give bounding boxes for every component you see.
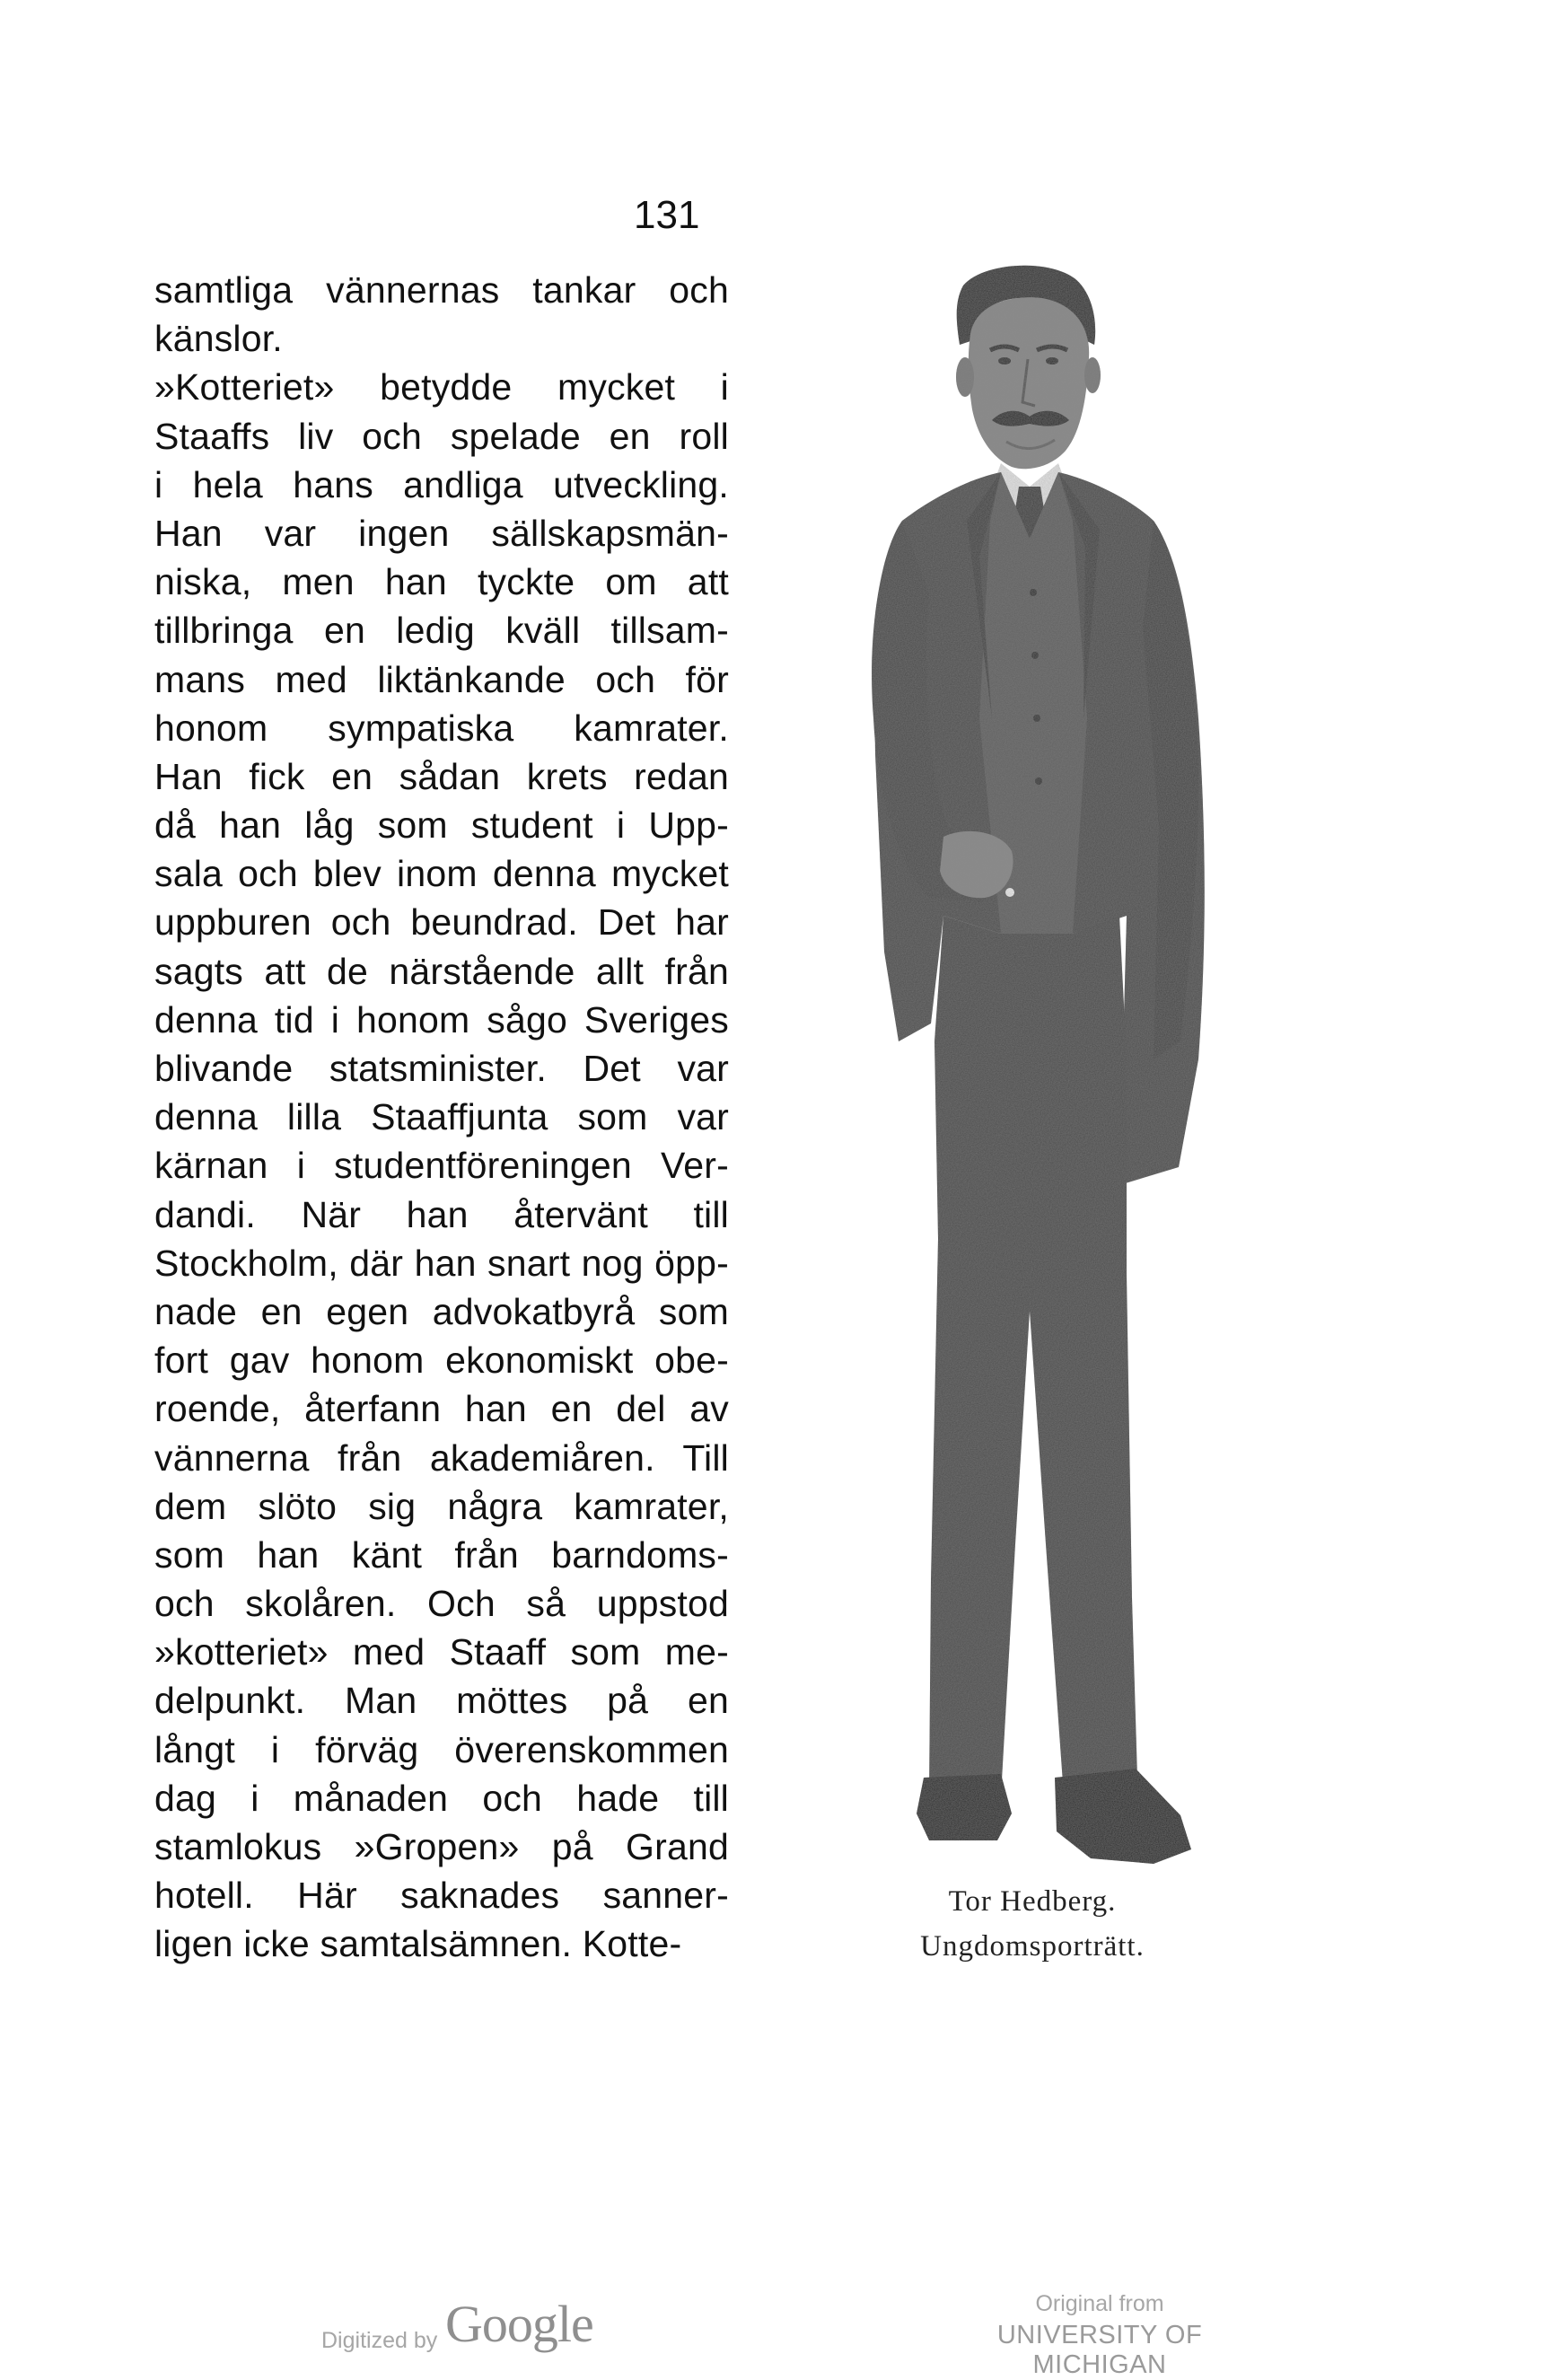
digitized-by-label: Digitized by: [321, 2328, 438, 2353]
body-line: »kotteriet» med Staaff som me-: [154, 1631, 729, 1673]
body-line: honom sympatiska kamrater.: [154, 707, 729, 749]
body-text: [154, 266, 729, 1969]
university-label: UNIVERSITY OF MICHIGAN: [996, 2321, 1203, 2379]
body-line: kärnan i studentföreningen Ver-: [154, 1145, 729, 1187]
body-line: samtliga vännernas tankar och: [154, 269, 729, 311]
body-line: Han var ingen sällskapsmän-: [154, 512, 729, 554]
photo-caption-title: Ungdomsporträtt.: [920, 1930, 1145, 1963]
body-line: som han känt från barndoms-: [154, 1533, 729, 1576]
portrait-photo: [732, 251, 1216, 1912]
body-line: sala och blev inom denna mycket: [154, 853, 729, 895]
body-line: denna tid i honom sågo Sveriges: [154, 998, 729, 1041]
body-line: Staaffs liv och spelade en roll: [154, 415, 729, 457]
body-line: roende, återfann han en del av: [154, 1388, 729, 1430]
body-line: delpunkt. Man möttes på en: [154, 1680, 729, 1722]
body-line: blivande statsminister. Det var: [154, 1048, 729, 1089]
body-line: Han fick en sådan krets redan: [154, 755, 729, 797]
body-line: dandi. När han återvänt till: [154, 1193, 729, 1235]
body-line: nade en egen advokatbyrå som: [154, 1290, 729, 1332]
body-line: mans med liktänkande och för: [154, 658, 729, 700]
body-line: »Kotteriet» betydde mycket i: [154, 366, 729, 408]
body-line: känslor.: [154, 318, 283, 360]
page-number: 131: [634, 193, 700, 237]
body-line: fort gav honom ekonomiskt obe-: [154, 1339, 729, 1382]
body-line: uppburen och beundrad. Det har: [154, 901, 729, 944]
body-line: stamlokus »Gropen» på Grand: [154, 1826, 729, 1867]
body-line: då han låg som student i Upp-: [154, 804, 729, 847]
body-line: ligen icke samtalsämnen. Kotte-: [154, 1923, 682, 1965]
body-line: vännerna från akademiåren. Till: [154, 1436, 729, 1479]
original-from-label: Original from: [1035, 2291, 1164, 2316]
photo-caption-name: Tor Hedberg.: [948, 1885, 1117, 1918]
google-logo: Google: [445, 2295, 593, 2353]
body-line: tillbringa en ledig kväll tillsam-: [154, 610, 729, 652]
body-line: i hela hans andliga utveckling.: [154, 463, 729, 505]
body-line: långt i förväg överenskommen: [154, 1728, 729, 1770]
body-line: Stockholm, där han snart nog öpp-: [154, 1242, 729, 1284]
body-line: och skolåren. Och så uppstod: [154, 1583, 729, 1625]
body-line: dem slöto sig några kamrater,: [154, 1485, 729, 1527]
body-line: niska, men han tyckte om att: [154, 561, 729, 603]
body-line: hotell. Här saknades sanner-: [154, 1875, 729, 1917]
body-line: denna lilla Staaffjunta som var: [154, 1096, 729, 1138]
body-line: sagts att de närstående allt från: [154, 950, 729, 992]
body-line: dag i månaden och hade till: [154, 1777, 729, 1819]
